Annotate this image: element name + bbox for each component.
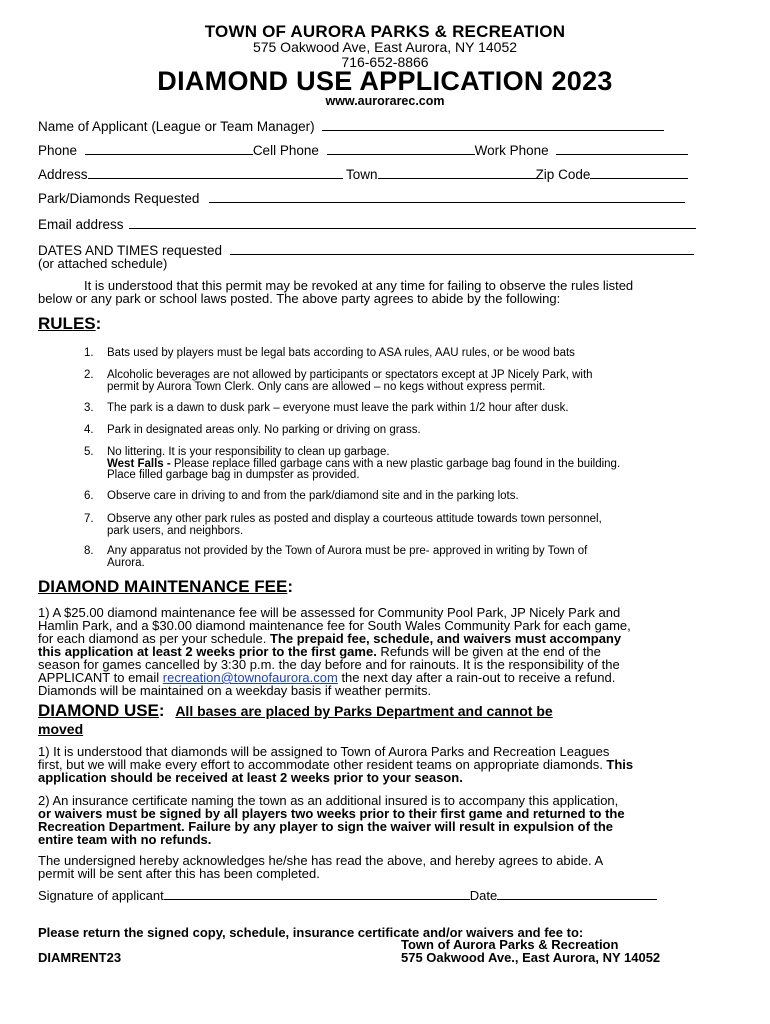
- fee-heading-colon: :: [287, 577, 294, 596]
- rule-text-line: park users, and neighbors.: [107, 524, 244, 537]
- fee-bold-text: this application at least 2 weeks prior to the first game.: [38, 644, 377, 659]
- rule-number: 5.: [84, 446, 94, 458]
- dates-sub: (or attached schedule): [38, 256, 168, 271]
- email-row: [38, 217, 696, 232]
- rules-heading: [38, 314, 101, 334]
- org-street: 575 Oakwood Ave, East Aurora, NY 14052: [252, 39, 518, 55]
- acknowledgement: [38, 854, 738, 880]
- rule-number: 2.: [84, 369, 94, 381]
- ack-line: The undersigned hereby acknowledges he/she has read the above, and hereby agrees to abide. A: [38, 853, 604, 868]
- use-heading-sub: All bases are placed by Parks Department and cannot be: [175, 703, 553, 719]
- rule-text-line: permit by Aurora Town Clerk. Only cans are allowed – no kegs without express permit.: [107, 380, 546, 393]
- dates-blank[interactable]: [230, 244, 694, 255]
- rule-text-line: Place filled garbage bag in dumpster as provided.: [107, 469, 360, 481]
- rules-heading-colon: :: [95, 314, 102, 333]
- use-line: Recreation Department. Failure by any player to sign the waiver will result in expulsion of the: [38, 819, 614, 834]
- phone-label: Phone: [38, 143, 78, 158]
- date-label: Date: [469, 888, 498, 903]
- use-bold-text: This: [606, 757, 634, 772]
- park-row: [38, 191, 685, 206]
- fee-line: season for games cancelled by 3:30 p.m. the day before and for rainouts. It is the responsibility of the: [38, 657, 620, 672]
- fee-heading: [38, 577, 293, 597]
- rule-text-line: Observe any other park rules as posted and display a courteous attitude towards town personnel,: [107, 513, 602, 525]
- park-label: Park/Diamonds Requested: [38, 191, 200, 206]
- address-row: [38, 167, 688, 182]
- signature-label: Signature of applicant: [38, 888, 164, 903]
- use-paragraph-2: [38, 794, 738, 846]
- rule-text-line: Any apparatus not provided by the Town of Aurora must be pre- approved in writing by Town of: [107, 545, 588, 557]
- intro-line-2: below or any park or school laws posted. The above party agrees to abide by the following:: [38, 291, 561, 306]
- west-falls-text: Please replace filled garbage cans with a new plastic garbage bag found in the building.: [173, 457, 621, 470]
- fee-line: Diamonds will be maintained on a weekday basis if weather permits.: [38, 683, 432, 698]
- rule-text-line: Aurora.: [107, 556, 145, 569]
- rule-number: 6.: [84, 490, 94, 502]
- rule-text: Bats used by players must be legal bats according to ASA rules, AAU rules, or be wood bats: [107, 347, 575, 359]
- rule-number: 7.: [84, 513, 94, 525]
- intro-paragraph: [38, 279, 738, 305]
- use-heading-colon: :: [158, 701, 165, 720]
- email-label: Email address: [38, 217, 124, 232]
- west-falls-label: West Falls -: [107, 457, 174, 470]
- rule-text: Park in designated areas only. No parking or driving on grass.: [107, 424, 421, 436]
- rule-text: Observe care in driving to and from the park/diamond site and in the parking lots.: [107, 490, 519, 502]
- applicant-blank[interactable]: [322, 120, 664, 131]
- address-blank[interactable]: [88, 168, 343, 179]
- applicant-row: [38, 119, 664, 134]
- fee-paragraph: [38, 606, 738, 697]
- use-line: or waivers must be signed by all players two weeks prior to their first game and returned to the: [38, 806, 625, 821]
- zip-label: Zip Code: [535, 167, 591, 182]
- website: www.aurorarec.com: [325, 94, 445, 108]
- date-blank[interactable]: [497, 889, 657, 900]
- cell-label: Cell Phone: [252, 143, 319, 158]
- rule-text: The park is a dawn to dusk park – everyone must leave the park within 1/2 hour after dusk.: [107, 402, 569, 414]
- signature-row: [38, 888, 657, 903]
- rule-text: [107, 447, 732, 482]
- fee-text: APPLICANT to email: [38, 670, 163, 685]
- use-line: entire team with no refunds.: [38, 832, 212, 847]
- rule-number: 3.: [84, 402, 94, 414]
- rule-number: 1.: [84, 347, 94, 359]
- ack-line: permit will be sent after this has been completed.: [38, 866, 320, 881]
- use-line: application should be received at least 2 weeks prior to your season.: [38, 770, 463, 785]
- rules-heading-text: RULES: [38, 314, 96, 333]
- use-heading: [38, 702, 738, 738]
- applicant-label: Name of Applicant (League or Team Manager): [38, 119, 315, 134]
- fee-text: for each diamond as per your schedule.: [38, 631, 270, 646]
- org-phone: 716-652-8866: [341, 54, 429, 70]
- phone-blank[interactable]: [85, 144, 253, 155]
- town-label: Town: [346, 167, 378, 182]
- fee-line: 1) A $25.00 diamond maintenance fee will be assessed for Community Pool Park, JP Nicely Park and: [38, 605, 621, 620]
- rule-text: [107, 514, 732, 537]
- work-label: Work Phone: [474, 143, 549, 158]
- zip-blank[interactable]: [590, 168, 688, 179]
- form-code: DIAMRENT23: [38, 950, 122, 965]
- fee-bold-text: The prepaid fee, schedule, and waivers must accompany: [269, 631, 622, 646]
- fee-text: the next day after a rain-out to receive a refund.: [337, 670, 616, 685]
- rule-text: [107, 546, 732, 569]
- email-blank[interactable]: [129, 218, 696, 229]
- intro-line-1: It is understood that this permit may be revoked at any time for failing to observe the rules listed: [84, 278, 634, 293]
- return-instructions: Please return the signed copy, schedule, insurance certificate and/or waivers and fee to:: [38, 925, 584, 940]
- use-text: first, but we will make every effort to accommodate other resident teams on appropriate diamonds.: [38, 757, 607, 772]
- rule-text-line: Alcoholic beverages are not allowed by participants or spectators except at JP Nicely Park, with: [107, 369, 593, 381]
- address-label: Address: [38, 167, 88, 182]
- rule-text-line: No littering. It is your responsibility to clean up garbage.: [107, 446, 390, 458]
- cell-blank[interactable]: [327, 144, 475, 155]
- return-address-2: 575 Oakwood Ave., East Aurora, NY 14052: [401, 950, 661, 965]
- page-title: DIAMOND USE APPLICATION 2023: [157, 66, 613, 96]
- fee-text: Refunds will be given at the end of the: [376, 644, 601, 659]
- use-heading-text: DIAMOND USE: [38, 701, 159, 720]
- use-line: 1) It is understood that diamonds will be assigned to Town of Aurora Parks and Recreation Leagues: [38, 744, 610, 759]
- rule-number: 4.: [84, 424, 94, 436]
- email-link[interactable]: recreation@townofaurora.com: [162, 670, 338, 685]
- dates-label: DATES AND TIMES requested: [38, 243, 223, 258]
- org-name: TOWN OF AURORA PARKS & RECREATION: [204, 22, 566, 41]
- return-address-1: Town of Aurora Parks & Recreation: [401, 937, 619, 952]
- signature-blank[interactable]: [164, 889, 470, 900]
- rule-text: [107, 370, 732, 393]
- fee-heading-text: DIAMOND MAINTENANCE FEE: [38, 577, 288, 596]
- use-paragraph-1: [38, 745, 738, 784]
- phone-row: [38, 143, 688, 158]
- use-heading-sub2: moved: [38, 721, 84, 737]
- fee-line: Hamlin Park, and a $30.00 diamond maintenance fee for South Wales Community Park for each game,: [38, 618, 631, 633]
- work-blank[interactable]: [556, 144, 688, 155]
- use-line: 2) An insurance certificate naming the town as an additional insured is to accompany this application,: [38, 793, 619, 808]
- rule-number: 8.: [84, 545, 94, 557]
- town-blank[interactable]: [378, 168, 536, 179]
- park-blank[interactable]: [209, 192, 685, 203]
